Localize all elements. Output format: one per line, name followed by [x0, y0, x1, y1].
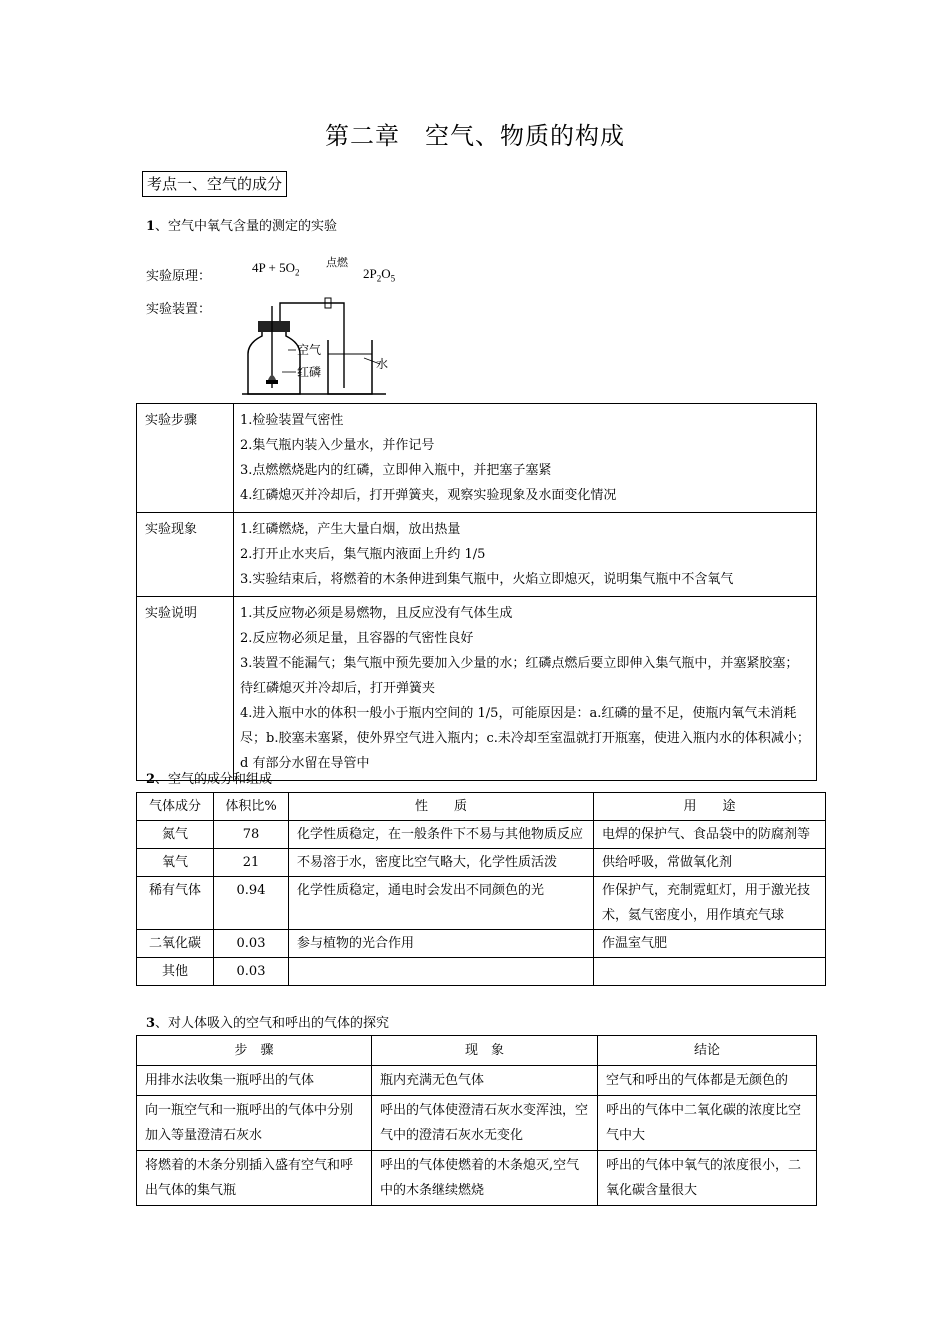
beaker: [328, 340, 372, 394]
air-composition-table: [136, 792, 826, 986]
reaction-reactants: $4P + 5O_2$: [252, 260, 300, 278]
bottle-stopper: [258, 321, 290, 332]
reaction-product: $2P_2O_5$: [363, 266, 396, 284]
experiment-table: [136, 403, 817, 781]
row-content: 1.其反应物必须是易燃物，且反应没有气体生成 2.反应物必须足量，且容器的气密性良好 3.装置不能漏气；集气瓶中预先要加入少量的水；红磷点燃后要立即伸入集气瓶中，并塞紧胶塞；待红磷熄灭并冷却后，打开弹簧夹 4.进入瓶中水的体积一般小于瓶内空间的 1/5，可能原因是：a.红磷的量不足，使瓶内氧气未消耗尽；b.胶塞未塞紧，使外界空气进入瓶内；c.未冷却至室温就打开瓶塞，使进入瓶内水的体积减小；d 有部分水留在导管中: [234, 597, 817, 781]
air-label: 空气: [297, 343, 322, 357]
table-header-row: 气体成分 体积比% 性 质 用 途: [137, 793, 826, 821]
table-row: 稀有气体 0.94 化学性质稳定，通电时会发出不同颜色的光 作保护气，充制霓虹灯，用于激光技术，氦气密度小，用作填充气球: [137, 877, 826, 930]
row-header: 实验说明: [137, 597, 234, 781]
table-row: 其他 0.03: [137, 958, 826, 986]
section-3-heading: 3、对人体吸入的空气和呼出的气体的探究: [146, 1016, 390, 1031]
table-header-row: 步 骤 现 象 结论: [137, 1036, 817, 1066]
row-header: 实验步骤: [137, 404, 234, 513]
page-title: 第二章 空气、物质的构成: [325, 122, 625, 150]
breath-experiment-table: [136, 1035, 817, 1206]
topic-heading: 考点一、空气的成分: [142, 171, 287, 197]
row-content: 1.检验装置气密性 2.集气瓶内装入少量水，并作记号 3.点燃燃烧匙内的红磷，立即伸入瓶中，并把塞子塞紧 4.红磷熄灭并冷却后，打开弹簧夹，观察实验现象及水面变化情况: [234, 404, 817, 513]
table-row: [137, 513, 817, 597]
apparatus-diagram: [236, 288, 396, 398]
phosphorus-label: 红磷: [297, 365, 322, 379]
phosphorus-flame: [268, 375, 276, 380]
principle-label: 实验原理：: [146, 269, 212, 284]
reaction-condition: 点燃: [326, 256, 348, 269]
spoon-cup: [266, 380, 278, 384]
row-header: 实验现象: [137, 513, 234, 597]
table-row: [137, 597, 817, 781]
table-row: 氮气 78 化学性质稳定，在一般条件下不易与其他物质反应 电焊的保护气、食品袋中的防腐剂等: [137, 821, 826, 849]
table-row: 向一瓶空气和一瓶呼出的气体中分别加入等量澄清石灰水 呼出的气体使澄清石灰水变浑浊，空气中的澄清石灰水无变化 呼出的气体中二氧化碳的浓度比空气中大: [137, 1096, 817, 1151]
table-row: [137, 404, 817, 513]
table-row: 氧气 21 不易溶于水，密度比空气略大，化学性质活泼 供给呼吸，常做氧化剂: [137, 849, 826, 877]
section-1-heading: 1、空气中氧气含量的测定的实验: [146, 219, 338, 234]
gas-bottle: [248, 331, 300, 394]
table-row: 用排水法收集一瓶呼出的气体 瓶内充满无色气体 空气和呼出的气体都是无颜色的: [137, 1066, 817, 1096]
table-row: 将燃着的木条分别插入盛有空气和呼出气体的集气瓶 呼出的气体使燃着的木条熄灭,空气中的木条继续燃烧 呼出的气体中氧气的浓度很小，二氧化碳含量很大: [137, 1151, 817, 1206]
section-2-heading: 2、空气的成分和组成: [146, 772, 273, 787]
apparatus-label: 实验装置：: [146, 302, 212, 317]
water-label: 水: [376, 357, 389, 371]
table-row: 二氧化碳 0.03 参与植物的光合作用 作温室气肥: [137, 930, 826, 958]
row-content: 1.红磷燃烧，产生大量白烟，放出热量 2.打开止水夹后，集气瓶内液面上升约 1/5 3.实验结束后，将燃着的木条伸进到集气瓶中，火焰立即熄灭，说明集气瓶中不含氧气: [234, 513, 817, 597]
